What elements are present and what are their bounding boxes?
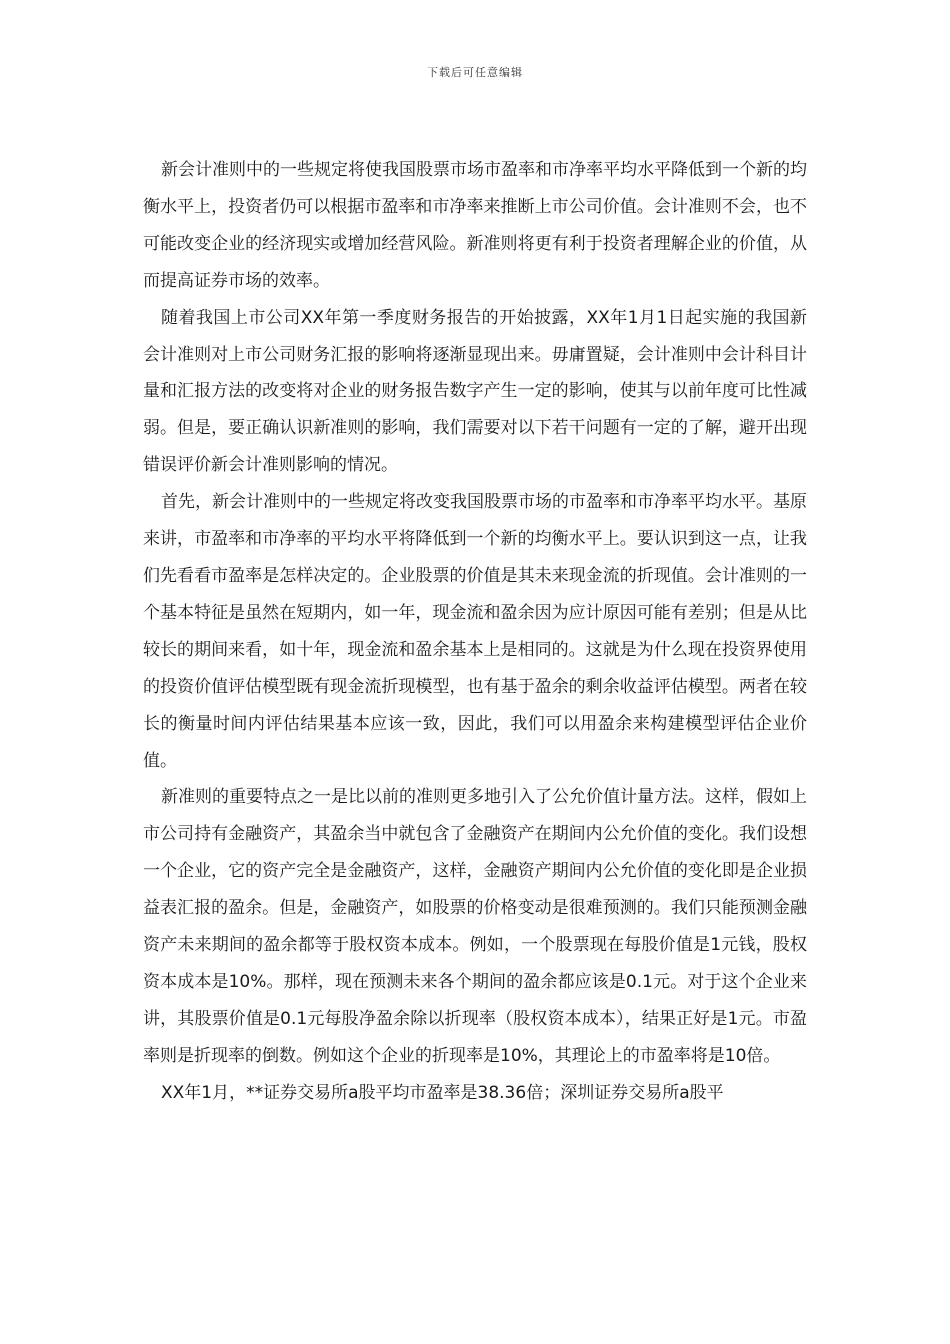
- document-body: [143, 152, 807, 1112]
- paragraph: 新会计准则中的一些规定将使我国股票市场市盈率和市净率平均水平降低到一个新的均衡水平上，投资者仍可以根据市盈率和市净率来推断上市公司价值。会计准则不会，也不可能改变企业的经济现实或增加经营风险。新准则将更有利于投资者理解企业的价值，从而提高证券市场的效率。: [143, 160, 807, 291]
- paragraph: XX年1月，**证券交易所a股平均市盈率是38.36倍；深圳证券交易所a股平: [161, 1082, 724, 1103]
- paragraph: 首先，新会计准则中的一些规定将改变我国股票市场的市盈率和市净率平均水平。基原来讲，市盈率和市净率的平均水平将降低到一个新的均衡水平上。要认识到这一点，让我们先看看市盈率是怎样决定的。企业股票的价值是其未来现金流的折现值。会计准则的一个基本特征是虽然在短期内，如一年，现金流和盈余因为应计原因可能有差别；但是从比较长的期间来看，如十年，现金流和盈余基本上是相同的。这就是为什么现在投资界使用的投资价值评估模型既有现金流折现模型，也有基于盈余的剩余收益评估模型。两者在较长的衡量时间内评估结果基本应该一致，因此，我们可以用盈余来构建模型评估企业价值。: [143, 492, 807, 771]
- header-note: 下载后可任意编辑: [427, 66, 523, 79]
- paragraph: 随着我国上市公司XX年第一季度财务报告的开始披露，XX年1月1日起实施的我国新会计准则对上市公司财务汇报的影响将逐渐显现出来。毋庸置疑，会计准则中会计科目计量和汇报方法的改变将对企业的财务报告数字产生一定的影响，使其与以前年度可比性减弱。但是，要正确认识新准则的影响，我们需要对以下若干问题有一定的了解，避开出现错误评价新会计准则影响的情况。: [143, 307, 807, 476]
- paragraph: 新准则的重要特点之一是比以前的准则更多地引入了公允价值计量方法。这样，假如上市公司持有金融资产，其盈余当中就包含了金融资产在期间内公允价值的变化。我们设想一个企业，它的资产完全是金融资产，这样，金融资产期间内公允价值的变化即是企业损益表汇报的盈余。但是，金融资产，如股票的价格变动是很难预测的。我们只能预测金融资产未来期间的盈余都等于股权资本成本。例如，一个股票现在每股价值是1元钱，股权资本成本是10%。那样，现在预测未来各个期间的盈余都应该是0.1元。对于这个企业来讲，其股票价值是0.1元每股净盈余除以折现率（股权资本成本），结果正好是1元。市盈率则是折现率的倒数。例如这个企业的折现率是10%，其理论上的市盈率将是10倍。: [143, 787, 807, 1066]
